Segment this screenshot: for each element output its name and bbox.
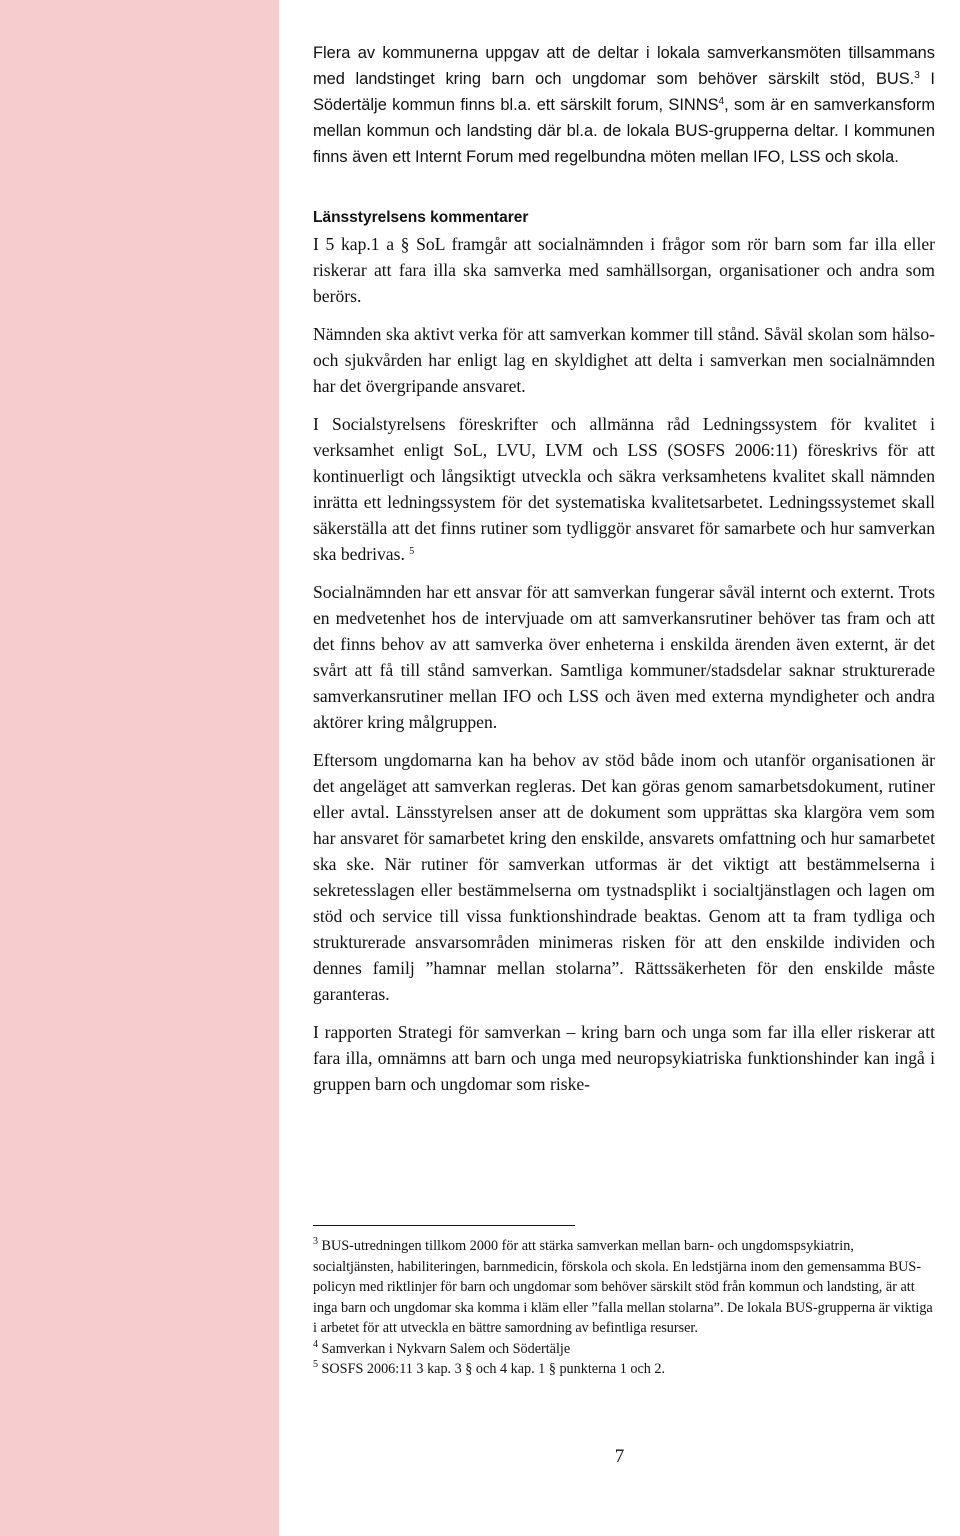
paragraph-youth-support: Eftersom ungdomarna kan ha behov av stöd både inom och utanför organisationen är det angeläget att samverkan regleras. Det kan göras genom samarbetsdokument, rutiner eller avtal. Länsstyrelsen anser att de dokument som upprättas ska klargöra vem som har ansvaret för samarbetet kring den enskilde, ansvarets omfattning och hur samarbetet ska ske. När rutiner för samverkan utformas är det viktigt att bestämmelserna i sekretesslagen eller bestämmelserna om tystnadsplikt i socialtjänstlagen och lagen om stöd och service till vissa funktionshindrade beaktas. Genom att ta fram tydliga och strukturerade ansvarsområden minimeras risken för att den enskilde individen och dennes familj ”hamnar mellan stolarna”. Rättssäkerheten för den enskilde måste garanteras. [313,750,935,1004]
paragraph-quality-system [313,411,935,567]
footnote-ref-3[interactable]: 3 [914,70,920,81]
paragraph-active-collaboration: Nämnden ska aktivt verka för att samverkan kommer till stånd. Såväl skolan som hälso- och sjukvården har enligt lag en skyldighet att delta i samverkan men socialnämnden har det övergripande ansvaret. [313,324,935,396]
footnote-5 [313,1359,935,1380]
footnote-number: 5 [313,1359,318,1370]
footnote-text: SOSFS 2006:11 3 kap. 3 § och 4 kap. 1 § punkterna 1 och 2. [321,1361,666,1377]
page-number: 7 [614,1446,625,1467]
paragraph-text: Flera av kommunerna uppgav att de deltar i lokala samverkansmöten tillsammans med landstinget kring barn och ungdomar som behöver särskilt stöd, BUS. [313,44,935,88]
footnotes-section [313,1225,935,1380]
footnote-text: BUS-utredningen tillkom 2000 för att stärka samverkan mellan barn- och ungdomspsykiatrin, socialtjänsten, habiliteringen, barnmedicin, förskola och skola. En ledstjärna inom den gemensamma BUS-policyn med riktlinjer för barn och ungdomar som behöver särskilt stöd från kommun och landsting, är att inga barn och ungdomar ska komma i kläm eller ”falla mellan stolarna”. De lokala BUS-grupperna är viktiga i arbetet för att utveckla en bättre samordning av befintliga resurser. [313,1238,933,1336]
footnote-number: 4 [313,1338,318,1350]
footnote-text: Samverkan i Nykvarn Salem och Södertälje [321,1340,571,1357]
section-heading: Länsstyrelsens kommentarer [313,209,529,226]
pink-margin-band [0,0,279,1536]
footnote-ref-4[interactable]: 4 [718,96,725,107]
paragraph-strategy-report: I rapporten Strategi för samverkan – kring barn och unga som far illa eller riskerar att fara illa, omnämns att barn och unga med neuropsykiatriska funktionshinder kan ingå i gruppen barn och ungdomar som riske- [313,1022,935,1094]
paragraph-text: , som är en samverkansform mellan kommun och landsting där bl.a. de lokala BUS-grupperna deltar. I kommunen finns även ett Internt Forum med regelbundna möten mellan IFO, LSS och skola. [313,96,935,166]
footnote-4 [313,1339,935,1360]
paragraph-bus-intro [313,40,935,170]
footnote-3 [313,1236,935,1339]
paragraph-social-committee: Socialnämnden har ett ansvar för att samverkan fungerar såväl internt och externt. Trots en medvetenhet hos de intervjuade om att samverkansrutiner behöver tas fram och att det finns behov av att samverka över enheterna i enskilda ärenden även externt, är det svårt att få till stånd samverkan. Samtliga kommuner/stadsdelar saknar strukturerade samverkansrutiner mellan IFO och LSS och även med externa myndigheter och andra aktörer kring målgruppen. [313,582,935,732]
paragraph-text: I Socialstyrelsens föreskrifter och allmänna råd Ledningssystem för kvalitet i verksamhet enligt SoL, LVU, LVM och LSS (SOSFS 2006:11) föreskrivs för att kontinuerligt och långsiktigt utveckla och säkra verksamhetens kvalitet skall nämnden inrätta ett ledningssystem för det systematiska kvalitetsarbetet. Ledningssystemet skall säkerställa att det finns rutiner som tydliggör ansvaret för samarbete och hur samverkan ska bedrivas. [313,414,935,564]
page-body [313,40,935,1109]
paragraph-text: I Södertälje kommun finns bl.a. ett särskilt forum, SINNS [313,70,935,114]
document-page [279,0,960,1536]
footnote-number: 3 [313,1236,318,1247]
footnote-divider [313,1225,575,1226]
footnote-ref-5[interactable]: 5 [409,546,415,557]
paragraph-sol-law: I 5 kap.1 a § SoL framgår att socialnämnden i frågor som rör barn som far illa eller riskerar att fara illa ska samverka med samhällsorgan, organisationer och andra som berörs. [313,234,935,306]
